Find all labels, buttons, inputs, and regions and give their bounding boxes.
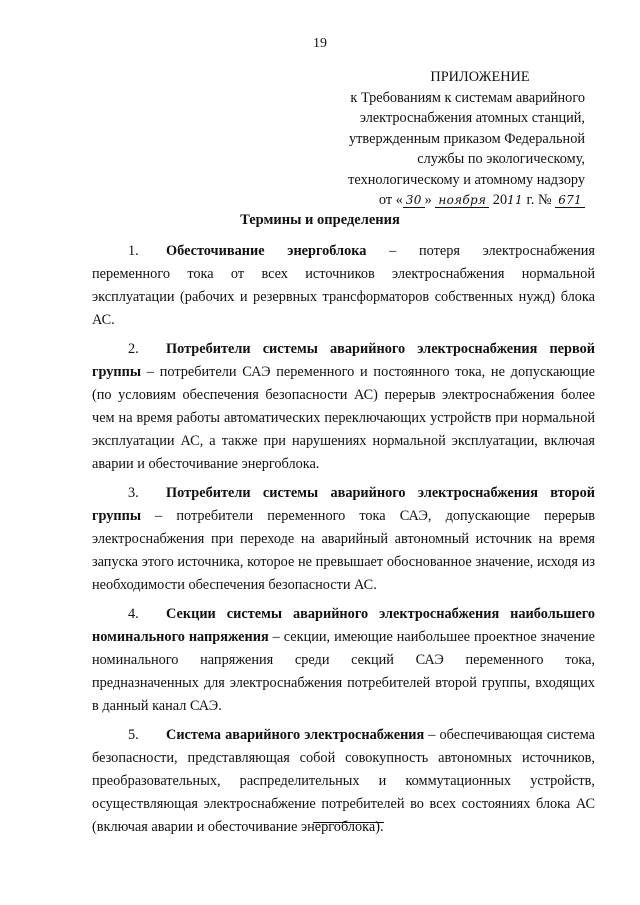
term-number: 3.: [128, 485, 139, 501]
term-item: [92, 338, 595, 476]
term-definition: – потеря электроснабжения переменного тока от всех источников электроснабжения нормальной эксплуатации (рабочих и резервных трансформаторов собственных нужд) блока АС.: [92, 243, 595, 328]
appendix-line: службы по экологическому,: [417, 151, 585, 167]
term-definition: – обеспечивающая система безопасности, представляющая собой совокупность автономных источников, преобразовательных, распределительных и коммутационных устройств, осуществляющая электроснабжение потребителей во всех состояниях блока АС (включая аварии и обесточивание энергоблока).: [92, 727, 595, 835]
date-mid: »: [424, 192, 436, 208]
term-definition: – потребители САЭ переменного и постоянного тока, не допускающие (по условиям обеспечения безопасности АС) перерыв электроснабжения более чем на время работы автоматических переключающих устройств при нормальной эксплуатации АС, а также при нарушениях нормальной эксплуатации, включая аварии и обесточивание энергоблока.: [92, 364, 595, 472]
term-definition: – секции, имеющие наибольшее проектное значение номинального напряжения среди секций САЭ переменного тока, предназначенных для электроснабжения потребителей второй группы, входящих в данный канал САЭ.: [92, 629, 595, 714]
section-heading: Термины и определения: [240, 212, 400, 228]
term-item: [92, 603, 595, 718]
end-divider: [313, 822, 384, 823]
order-number: 671: [555, 193, 585, 208]
term-name: Обесточивание энергоблока: [166, 243, 367, 259]
term-number: 1.: [128, 243, 139, 259]
date-number-prefix: г. №: [522, 192, 556, 208]
appendix-block: [285, 67, 585, 211]
appendix-line: технологическому и атомному надзору: [348, 171, 585, 188]
appendix-line: к Требованиям к системам аварийного: [350, 89, 585, 106]
term-number: 4.: [128, 606, 139, 622]
appendix-line: утвержденным приказом Федеральной: [349, 130, 585, 147]
term-name: Потребители системы аварийного электроснабжения второй группы: [92, 485, 595, 524]
order-date-line: [285, 190, 585, 211]
date-month: ноября: [435, 193, 489, 208]
date-year-suffix: 11: [507, 193, 523, 207]
term-number: 2.: [128, 341, 139, 357]
term-name: Система аварийного электроснабжения: [166, 727, 425, 743]
term-definition: – потребители переменного тока САЭ, допускающие перерыв электроснабжения при переходе на аварийный автономный источник на время запуска этого источника, которое не превышает обоснованное значение, исходя из необходимости обеспечения безопасности АС.: [92, 508, 595, 593]
terms-list: [92, 240, 595, 845]
page-number: 19: [313, 36, 327, 51]
date-day: 30: [403, 193, 425, 208]
appendix-line: электроснабжения атомных станций,: [359, 110, 585, 126]
term-name: Потребители системы аварийного электроснабжения первой группы: [92, 341, 595, 380]
term-number: 5.: [128, 727, 139, 743]
date-prefix: от «: [378, 192, 403, 208]
appendix-title: ПРИЛОЖЕНИЕ: [430, 69, 530, 85]
term-name: Секции системы аварийного электроснабжения наибольшего номинального напряжения: [92, 606, 595, 645]
date-year-prefix: 20: [489, 192, 508, 208]
term-item: [92, 482, 595, 597]
term-item: [92, 240, 595, 332]
